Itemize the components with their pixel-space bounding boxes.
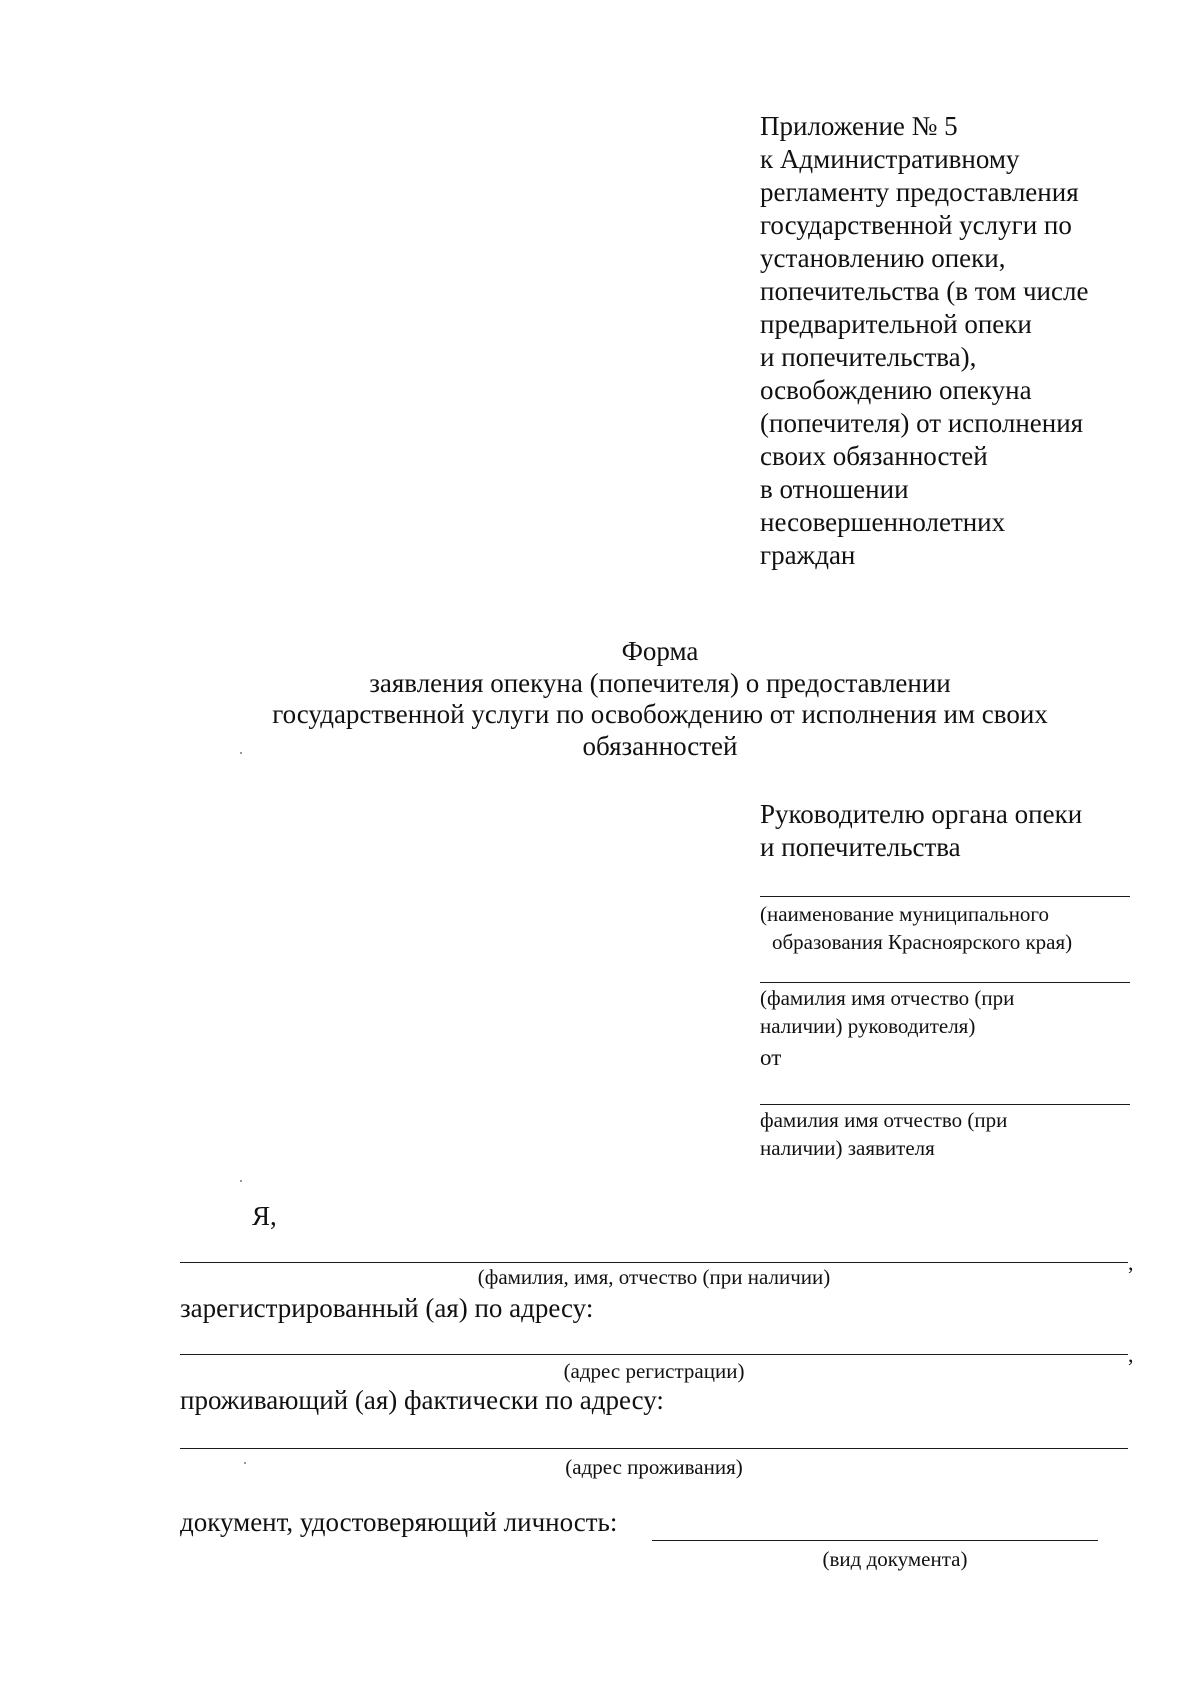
municipality-caption-2: образования Красноярского края) <box>772 930 1073 954</box>
registration-caption: (адрес регистрации) <box>563 1359 745 1383</box>
applicant-caption-2: наличии) заявителя <box>760 1136 935 1160</box>
annex-line: предварительной опеки <box>760 309 1032 339</box>
residence-address-field[interactable] <box>180 1448 1128 1449</box>
scan-speck <box>240 752 242 754</box>
addressee-block <box>760 798 1130 864</box>
addressee-line-2: и попечительства <box>760 832 961 862</box>
i-label: Я, <box>252 1201 277 1231</box>
scan-speck <box>240 1180 242 1182</box>
addressee-line-1: Руководителю органа опеки <box>760 799 1083 829</box>
form-title-line: государственной услуги по освобождению от исполнения им своих <box>272 699 1048 729</box>
annex-line: граждан <box>760 540 856 570</box>
form-title <box>180 636 1140 762</box>
applicant-name-field[interactable] <box>760 1104 1130 1105</box>
head-name-field[interactable] <box>760 982 1130 983</box>
applicant-caption-1: фамилия имя отчество (при <box>760 1108 1008 1132</box>
annex-line: (попечителя) от исполнения <box>760 408 1084 438</box>
document-type-field[interactable] <box>652 1540 1098 1541</box>
municipality-caption-1: (наименование муниципального <box>760 902 1050 926</box>
residing-label: проживающий (ая) фактически по адресу: <box>180 1385 664 1415</box>
scan-speck <box>244 1462 246 1464</box>
registered-label: зарегистрированный (ая) по адресу: <box>180 1293 594 1323</box>
annex-line: регламенту предоставления <box>760 177 1079 207</box>
form-title-line: заявления опекуна (попечителя) о предоставлении <box>369 667 951 698</box>
annex-line: несовершеннолетних <box>760 507 1006 537</box>
comma-mark: , <box>1128 1342 1134 1367</box>
annex-line: освобождению опекуна <box>760 375 1032 405</box>
annex-line: Приложение № 5 <box>760 111 958 141</box>
municipality-field[interactable] <box>760 896 1130 897</box>
head-caption-2: наличии) руководителя) <box>760 1014 976 1038</box>
annex-header <box>760 110 1088 572</box>
annex-line: в отношении <box>760 474 909 504</box>
document-caption: (вид документа) <box>822 1547 968 1571</box>
full-name-field[interactable] <box>180 1262 1128 1263</box>
document-label: документ, удостоверяющий личность: <box>180 1507 618 1537</box>
registration-address-field[interactable] <box>180 1354 1128 1355</box>
annex-line: к Административному <box>760 144 1020 174</box>
form-title-line: Форма <box>621 636 699 666</box>
annex-line: государственной услуги по <box>760 210 1072 240</box>
head-caption-1: (фамилия имя отчество (при <box>760 986 1015 1010</box>
annex-line: установлению опеки, <box>760 243 1006 273</box>
residence-caption: (адрес проживания) <box>565 1455 743 1479</box>
annex-line: и попечительства), <box>760 342 977 372</box>
form-title-line: обязанностей <box>582 730 738 761</box>
annex-line: своих обязанностей <box>760 441 988 471</box>
annex-line: попечительства (в том числе <box>760 276 1089 306</box>
comma-mark: , <box>1128 1250 1134 1275</box>
full-name-caption: (фамилия, имя, отчество (при наличии) <box>477 1265 831 1289</box>
from-label: от <box>760 1045 782 1070</box>
